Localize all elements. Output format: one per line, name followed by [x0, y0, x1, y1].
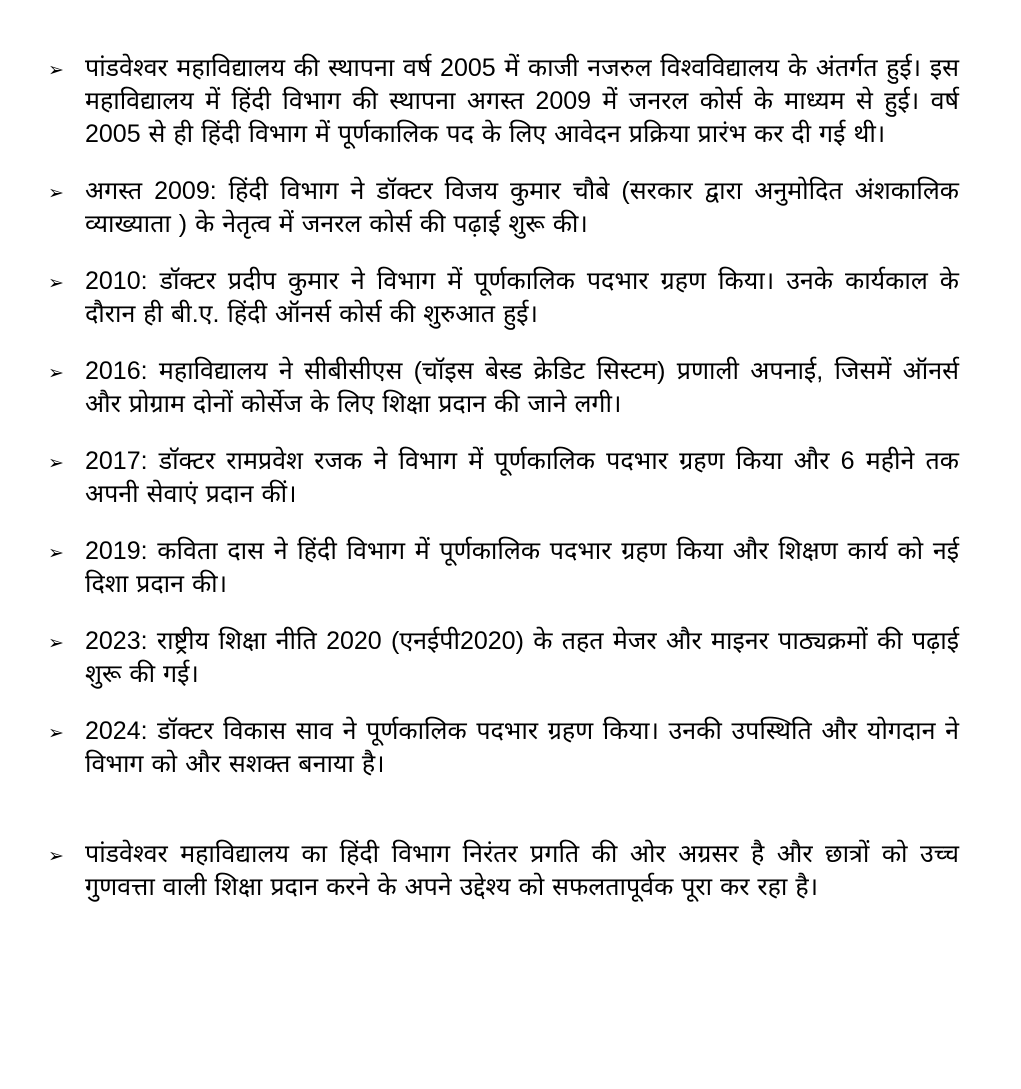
bullet-list [48, 52, 959, 904]
list-item [48, 445, 959, 511]
list-item-text: 2019: कविता दास ने हिंदी विभाग में पूर्णकालिक पदभार ग्रहण किया और शिक्षण कार्य को नई दिशा प्रदान की। [85, 537, 959, 598]
arrow-bullet-icon: ➢ [48, 453, 64, 474]
list-item [48, 838, 959, 904]
list-item [48, 715, 959, 781]
list-item-text: 2017: डॉक्टर रामप्रवेश रजक ने विभाग में पूर्णकालिक पदभार ग्रहण किया और 6 महीने तक अपनी सेवाएं प्रदान कीं। [85, 447, 959, 508]
arrow-bullet-icon: ➢ [48, 633, 64, 654]
arrow-bullet-icon: ➢ [48, 723, 64, 744]
list-item [48, 265, 959, 331]
list-item [48, 175, 959, 241]
arrow-bullet-icon: ➢ [48, 543, 64, 564]
arrow-bullet-icon: ➢ [48, 60, 64, 81]
list-item [48, 355, 959, 421]
list-item-text: 2010: डॉक्टर प्रदीप कुमार ने विभाग में पूर्णकालिक पदभार ग्रहण किया। उनके कार्यकाल के दौरान ही बी.ए. हिंदी ऑनर्स कोर्स की शुरुआत हुई। [85, 267, 959, 328]
list-item-text: पांडवेश्वर महाविद्यालय की स्थापना वर्ष 2005 में काजी नजरुल विश्वविद्यालय के अंतर्गत हुई। इस महाविद्यालय में हिंदी विभाग की स्थापना अगस्त 2009 में जनरल कोर्स के माध्यम से हुई। वर्ष 2005 से ही हिंदी विभाग में पूर्णकालिक पद के लिए आवेदन प्रक्रिया प्रारंभ कर दी गई थी। [85, 54, 959, 148]
list-item-text: पांडवेश्वर महाविद्यालय का हिंदी विभाग निरंतर प्रगति की ओर अग्रसर है और छात्रों को उच्च गुणवत्ता वाली शिक्षा प्रदान करने के अपने उद्देश्य को सफलतापूर्वक पूरा कर रहा है। [85, 840, 959, 901]
arrow-bullet-icon: ➢ [48, 363, 64, 384]
arrow-bullet-icon: ➢ [48, 183, 64, 204]
list-item-text: 2023: राष्ट्रीय शिक्षा नीति 2020 (एनईपी2020) के तहत मेजर और माइनर पाठ्यक्रमों की पढ़ाई शुरू की गई। [85, 627, 959, 688]
arrow-bullet-icon: ➢ [48, 273, 64, 294]
list-item [48, 535, 959, 601]
list-item-text: 2016: महाविद्यालय ने सीबीसीएस (चॉइस बेस्ड क्रेडिट सिस्टम) प्रणाली अपनाई, जिसमें ऑनर्स और प्रोग्राम दोनों कोर्सेज के लिए शिक्षा प्रदान की जाने लगी। [85, 357, 959, 418]
arrow-bullet-icon: ➢ [48, 846, 64, 867]
list-item-text: अगस्त 2009: हिंदी विभाग ने डॉक्टर विजय कुमार चौबे (सरकार द्वारा अनुमोदित अंशकालिक व्याख्याता ) के नेतृत्व में जनरल कोर्स की पढ़ाई शुरू की। [85, 177, 959, 238]
list-item [48, 52, 959, 151]
list-item-text: 2024: डॉक्टर विकास साव ने पूर्णकालिक पदभार ग्रहण किया। उनकी उपस्थिति और योगदान ने विभाग को और सशक्त बनाया है। [85, 717, 959, 778]
list-item [48, 625, 959, 691]
